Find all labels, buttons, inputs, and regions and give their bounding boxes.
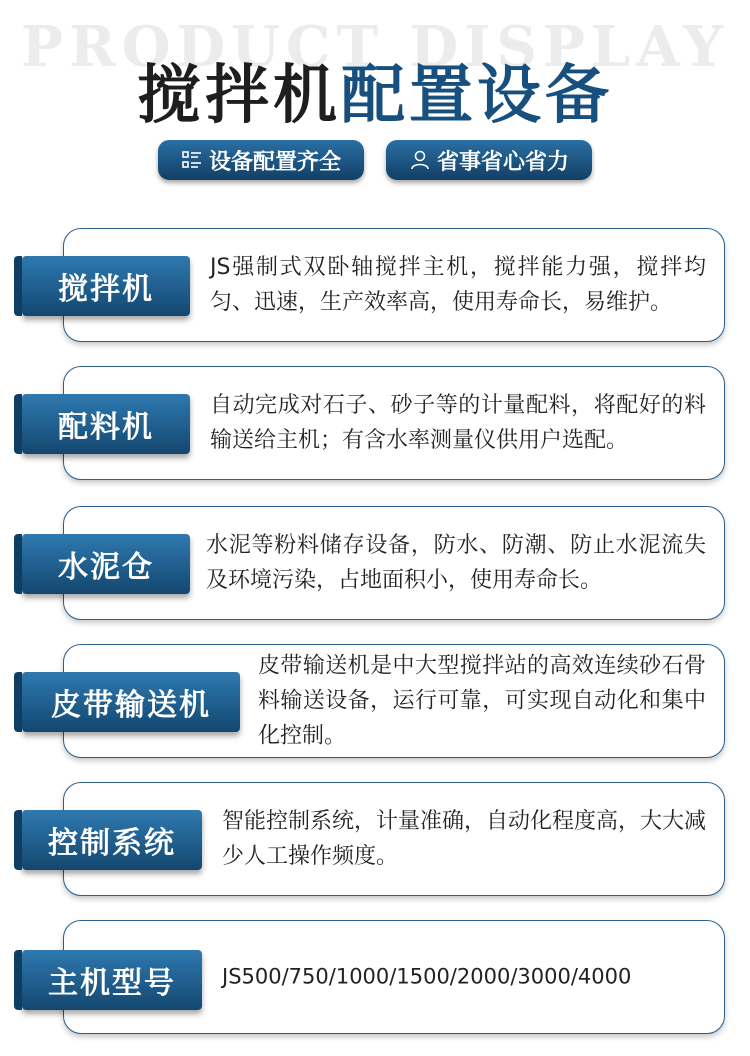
list-icon (181, 149, 203, 171)
label-control-system: 控制系统 (22, 810, 202, 870)
label-batcher: 配料机 (22, 394, 190, 454)
card-description: 水泥等粉料储存设备，防水、防潮、防止水泥流失及环境污染，占地面积小，使用寿命长。 (206, 533, 706, 593)
label-cement-silo: 水泥仓 (22, 534, 190, 594)
badge-label: 省事省心省力 (436, 149, 569, 175)
badge-save-effort (386, 140, 592, 180)
card-description: 自动完成对石子、砂子等的计量配料，将配好的料输送给主机；有含水率测量仪供用户选配。 (210, 393, 706, 453)
header (0, 0, 750, 200)
badge-label: 设备配置齐全 (208, 149, 341, 175)
badge-complete-equipment (158, 140, 364, 180)
title-part-1: 搅拌机 (137, 59, 341, 133)
background-watermark-text: PRODUCT DISPLAY (21, 14, 729, 80)
label-mixer: 搅拌机 (22, 256, 190, 316)
title-part-2: 配置设备 (341, 59, 613, 133)
card-description: 智能控制系统，计量准确，自动化程度高，大大减少人工操作频度。 (222, 809, 707, 869)
card-description: 皮带输送机是中大型搅拌站的高效连续砂石骨料输送设备，运行可靠，可实现自动化和集中化控制。 (258, 653, 706, 749)
user-icon (409, 149, 431, 171)
card-description: JS强制式双卧轴搅拌主机，搅拌能力强，搅拌均匀、迅速，生产效率高，使用寿命长，易维护。 (210, 255, 706, 315)
label-model: 主机型号 (22, 950, 202, 1010)
card-description: JS500/750/1000/1500/2000/3000/4000 (222, 964, 632, 989)
label-belt-conveyor: 皮带输送机 (22, 672, 240, 732)
page-title (0, 44, 750, 136)
